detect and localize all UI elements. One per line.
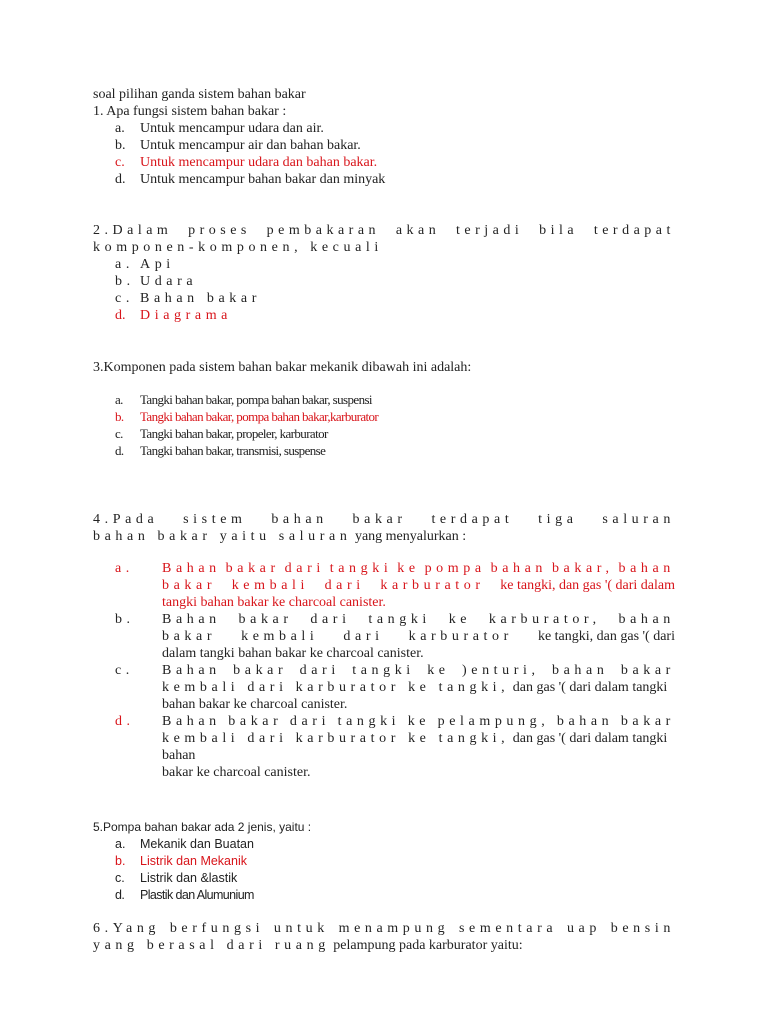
q1-option-a: a. Untuk mencampur udara dan air. <box>115 121 324 136</box>
question-2-line-1: 2.Dalam proses pembakaran akan terjadi bila terdapat <box>93 223 675 238</box>
q2-option-a: a. Api <box>115 257 175 272</box>
q4-option-d: d. Bahan bakar dari tangki ke pelampung, bahan bakar kembali dari karburator ke tangki, dan gas '( dari dalam tangki bahan bakar ke charcoal canister. <box>115 714 675 780</box>
question-4-line-1: 4.Pada sistem bahan bakar terdapat tiga saluran <box>93 512 675 527</box>
question-2-line-2: komponen-komponen, kecuali <box>93 240 383 255</box>
question-2 <box>93 222 675 324</box>
q3-option-d: d. Tangki bahan bakar, transmisi, suspense <box>115 443 326 458</box>
document-page <box>93 86 675 954</box>
question-1: 1. Apa fungsi sistem bahan bakar : <box>93 104 287 119</box>
question-4 <box>93 511 675 781</box>
q2-option-c: c. Bahan bakar <box>115 291 261 306</box>
question-6-line-2: yang berasal dari ruang pelampung pada karburator yaitu: <box>93 938 523 953</box>
question-3-text: 3.Komponen pada sistem bahan bakar mekanik dibawah ini adalah: <box>93 360 472 375</box>
q3-option-c: c. Tangki bahan bakar, propeler, karburator <box>115 426 328 441</box>
q1-option-c-answer: c. Untuk mencampur udara dan bahan bakar. <box>115 155 378 170</box>
q4-option-c: c. Bahan bakar dari tangki ke )enturi, bahan bakar kembali dari karburator ke tangki, dan gas '( dari dalam tangki bahan bakar ke charcoal canister. <box>115 663 675 712</box>
q4-option-b: b. Bahan bakar dari tangki ke karburator, bahan bakar kembali dari karburator ke tangki, dan gas '( dari dalam tangki bahan bakar ke charcoal canister. <box>115 612 675 661</box>
question-5-text: 5.Pompa bahan bakar ada 2 jenis, yaitu : <box>93 820 312 834</box>
q5-option-b-answer: b. Listrik dan Mekanik <box>115 854 247 868</box>
q5-option-a: a. Mekanik dan Buatan <box>115 837 254 851</box>
question-4-line-2: bahan bakar yaitu saluran yang menyalurkan : <box>93 529 467 544</box>
q5-option-d: d. Plastik dan Alumunium <box>115 888 254 902</box>
q1-option-d: d. Untuk mencampur bahan bakar dan minyak <box>115 172 386 187</box>
q1-option-b: b. Untuk mencampur air dan bahan bakar. <box>115 138 361 153</box>
q3-option-a: a. Tangki bahan bakar, pompa bahan bakar, suspensi <box>115 392 372 407</box>
question-6 <box>93 920 675 954</box>
q3-option-b-answer: b. Tangki bahan bakar, pompa bahan bakar,karburator <box>115 409 379 424</box>
document-title: soal pilihan ganda sistem bahan bakar <box>93 87 306 102</box>
question-3 <box>93 359 675 459</box>
q4-option-a-answer: a. Bahan bakar dari tangki ke pompa bahan bakar, bahan bakar kembali dari karburator ke tangki, dan gas '( dari dalam tangki bahan bakar ke charcoal canister. <box>115 561 675 610</box>
q2-option-d-answer: d. Diagrama <box>115 308 232 323</box>
q2-option-b: b. Udara <box>115 274 198 289</box>
q5-option-c: c. Listrik dan &lastik <box>115 871 238 885</box>
question-5 <box>93 819 675 904</box>
question-6-line-1: 6.Yang berfungsi untuk menampung sementara uap bensin <box>93 921 675 936</box>
